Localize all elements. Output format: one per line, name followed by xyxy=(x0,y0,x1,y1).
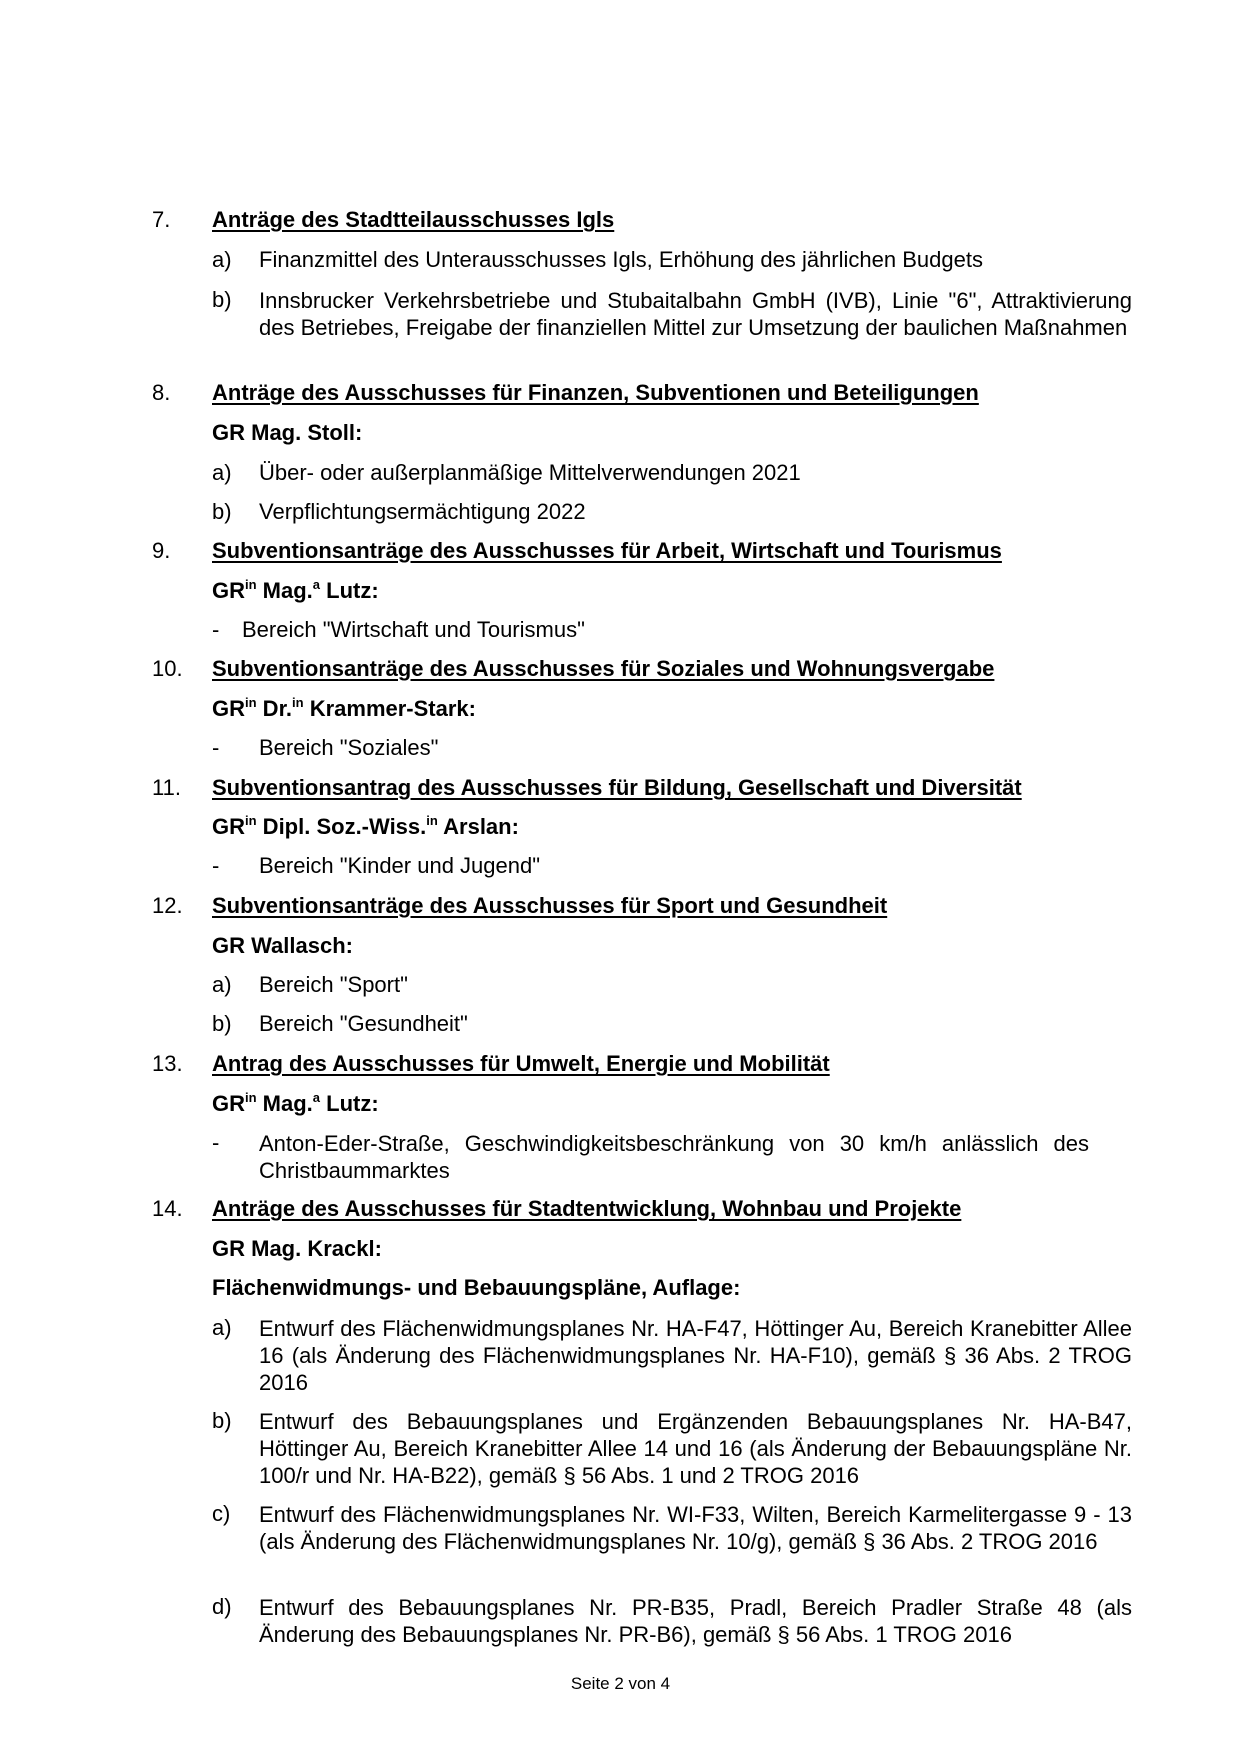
item-label: d) xyxy=(212,1594,232,1619)
item-label: - xyxy=(212,735,220,760)
section-number: 9. xyxy=(152,538,171,563)
item-text: Finanzmittel des Unterausschusses Igls, Erhöhung des jährlichen Budgets xyxy=(259,247,983,272)
speaker: $GR^{in}$ Mag.$^a$ Lutz: xyxy=(212,1090,379,1116)
item-label: b) xyxy=(212,499,232,524)
section-heading: Antrag des Ausschusses für Umwelt, Energie und Mobilität xyxy=(212,1051,830,1076)
item-text: Entwurf des Bebauungsplanes Nr. PR-B35, Pradl, Bereich Pradler Straße 48 (als Änderung des Bebauungsplanes Nr. PR-B6), gemäß § 56 Abs. 1 TROG 2016 xyxy=(259,1595,1132,1647)
item-text: Bereich "Kinder und Jugend" xyxy=(259,853,541,878)
item-label: a) xyxy=(212,247,232,272)
section-number: 14. xyxy=(152,1196,183,1221)
item-label: b) xyxy=(212,287,232,312)
speaker: GR Mag. Krackl: xyxy=(212,1236,382,1261)
page-footer: Seite 2 von 4 xyxy=(570,1674,671,1693)
section-heading: Subventionsanträge des Ausschusses für Sport und Gesundheit xyxy=(212,893,888,918)
item-label: - xyxy=(212,853,220,878)
section-number: 7. xyxy=(152,207,171,232)
item-text: Innsbrucker Verkehrsbetriebe und Stubaitalbahn GmbH (IVB), Linie "6", Attraktivierung des Betriebes, Freigabe der finanziellen Mittel zur Umsetzung der baulichen Maßnahmen xyxy=(259,288,1132,340)
item-text: Entwurf des Flächenwidmungsplanes Nr. HA-F47, Höttinger Au, Bereich Kranebitter Allee 16 (als Änderung des Flächenwidmungsplanes Nr. HA-F10), gemäß § 36 Abs. 2 TROG 2016 xyxy=(259,1316,1132,1395)
item-text: Bereich "Soziales" xyxy=(259,735,439,760)
item-text: Entwurf des Bebauungsplanes und Ergänzenden Bebauungsplanes Nr. HA-B47, Höttinger Au, Bereich Kranebitter Allee 14 und 16 (als Änderung der Bebauungspläne Nr. 100/r und Nr. HA-B22), gemäß § 56 Abs. 1 und 2 TROG 2016 xyxy=(259,1409,1132,1488)
section-number: 11. xyxy=(152,775,181,800)
item-text: Bereich "Sport" xyxy=(259,972,408,997)
section-number: 8. xyxy=(152,380,171,405)
section-heading: Anträge des Ausschusses für Finanzen, Subventionen und Beteiligungen xyxy=(212,380,979,405)
speaker: $GR^{in}$ Dipl. Soz.-Wiss.$^{in}$ Arslan: xyxy=(212,813,519,839)
section-number: 10. xyxy=(152,656,183,681)
item-label: c) xyxy=(212,1501,231,1526)
item-text: Über- oder außerplanmäßige Mittelverwendungen 2021 xyxy=(259,460,801,485)
item-label: a) xyxy=(212,1315,232,1340)
speaker: GR Mag. Stoll: xyxy=(212,420,363,445)
item-text: Entwurf des Flächenwidmungsplanes Nr. WI-F33, Wilten, Bereich Karmelitergasse 9 - 13 (als Änderung des Flächenwidmungsplanes Nr. 10/g), gemäß § 36 Abs. 2 TROG 2016 xyxy=(259,1502,1132,1554)
item-text: Bereich "Gesundheit" xyxy=(259,1011,468,1036)
speaker: GR Wallasch: xyxy=(212,933,353,958)
section-heading: Anträge des Stadtteilausschusses Igls xyxy=(212,207,615,232)
item-label: a) xyxy=(212,460,232,485)
item-label: - xyxy=(212,617,220,642)
item-text: Bereich "Wirtschaft und Tourismus" xyxy=(242,617,585,642)
speaker: $GR^{in}$ Mag.$^a$ Lutz: xyxy=(212,577,379,603)
speaker: $GR^{in}$ Dr.$^{in}$ Krammer-Stark: xyxy=(212,695,476,721)
section-heading: Subventionsantrag des Ausschusses für Bildung, Gesellschaft und Diversität xyxy=(212,775,1022,800)
item-text: Verpflichtungsermächtigung 2022 xyxy=(259,499,586,524)
section-heading: Anträge des Ausschusses für Stadtentwicklung, Wohnbau und Projekte xyxy=(212,1196,962,1221)
subheading: Flächenwidmungs- und Bebauungspläne, Auflage: xyxy=(212,1275,741,1300)
item-label: b) xyxy=(212,1011,232,1036)
item-text: Anton-Eder-Straße, Geschwindigkeitsbeschränkung von 30 km/h anlässlich des Christbaummarktes xyxy=(259,1131,1089,1183)
item-label: b) xyxy=(212,1408,232,1433)
item-label: - xyxy=(212,1130,220,1155)
section-heading: Subventionsanträge des Ausschusses für Arbeit, Wirtschaft und Tourismus xyxy=(212,538,1002,563)
section-heading: Subventionsanträge des Ausschusses für Soziales und Wohnungsvergabe xyxy=(212,656,995,681)
item-label: a) xyxy=(212,972,232,997)
section-number: 13. xyxy=(152,1051,183,1076)
section-number: 12. xyxy=(152,893,183,918)
